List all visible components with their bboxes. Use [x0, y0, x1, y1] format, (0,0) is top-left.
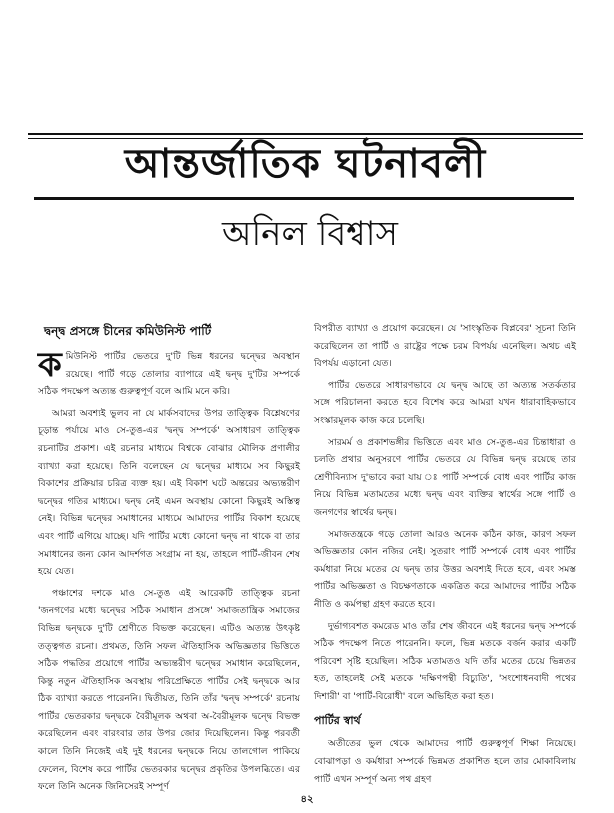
- paragraph: পার্টির ভেতরে সাধারণভাবে যে দ্বন্দ্ব আছে তা অত্যন্ত সতর্কতার সঙ্গে পরিচালনা করতে হবে বিশেষ করে আমরা যখন ধারাবাহিকভাবে সংস্কারমূলক কাজ করে চলেছি।: [314, 379, 576, 426]
- right-column: [314, 320, 576, 792]
- paragraph-text: মিউনিস্ট পার্টির ভেতরে দু'টি ভিন্ন ধরনের দ্বন্দ্বের অবস্থান রয়েছে। পার্টি গড়ে তোলার ব্যাপারে এই দ্বন্দ্ব দু'টির সম্পর্কে সঠিক পদক্ষেপ অত্যন্ত গুরুত্বপূর্ণ বলে আমি মনে করি।: [38, 351, 300, 398]
- paragraph: সমাজতন্ত্রকে গড়ে তোলা আরও অনেক কঠিন কাজ, কারণ সফল অভিজ্ঞতার কোন নজির নেই। সুতরাং পার্টি সম্পর্কে বোধ এবং পার্টির কর্মধারা নিয়ে মতের যে দ্বন্দ্ব তার উত্তর অবশ্যই দিতে হবে, এবং সমস্ত পার্টির অভিজ্ঞতা ও বিচক্ষণতাকে একত্রিত করে আমাদের পার্টির সঠিক নীতি ও কর্মপন্থা গ্রহণ করতে হবে।: [314, 528, 576, 610]
- paragraph: [38, 345, 300, 401]
- paragraph: দুর্ভাগ্যবশত কমরেড মাও তাঁর শেষ জীবনে এই ধরনের দ্বন্দ্ব সম্পর্কে সঠিক পদক্ষেপ নিতে পারেননি। ফলে, ভিন্ন মতকে বর্জন করার একটি পরিবেশ সৃষ্টি হয়েছিল। সঠিক মতামতও যদি তাঁর মতের চেয়ে ভিন্নতর হত, তাহলেই সেই মতকে 'দক্ষিণপন্থী বিচ্যুতি', 'সংশোধনবাদী পথের দিশারী' বা 'পার্টি-বিরোধী' বলে অভিহিত করা হত।: [314, 620, 576, 702]
- section-heading-contradiction: দ্বন্দ্ব প্রসঙ্গে চীনের কমিউনিস্ট পার্টি: [44, 324, 212, 338]
- drop-cap: ক: [38, 345, 62, 385]
- section-heading-party-interest: পার্টির স্বার্থ: [314, 714, 361, 728]
- top-double-rule: [28, 133, 583, 135]
- paragraph: পঞ্চাশের দশকে মাও সে-তুঙ এই আরেকটি তাত্ত্বিক রচনা 'জনগণের মধ্যে দ্বন্দ্বের সঠিক সমাধান প্রসঙ্গে' সমাজতান্ত্রিক সমাজের বিভিন্ন দ্বন্দ্বকে দু'টি শ্রেণীতে বিভক্ত করেছেন। এটিও অত্যন্ত উৎকৃষ্ট তত্ত্বগত রচনা। প্রথমত, তিনি সফল ঐতিহাসিক অভিজ্ঞতার ভিত্তিতে সঠিক পদ্ধতির প্রয়োগে পার্টির অভ্যন্তরীণ দ্বন্দ্বের সমাধান করেছিলেন, কিন্তু নতুন ঐতিহাসিক অবস্থায় পরিপ্রেক্ষিতে পার্টির সেই দ্বন্দ্বকে আর ঠিক ব্যাখ্যা করতে পারেননি। দ্বিতীয়ত, তিনি তাঁর 'দ্বন্দ্ব সম্পর্কে' রচনায় পার্টির ভেতরকার দ্বন্দ্বকে বৈরীমূলক অথবা অ-বৈরীমূলক দ্বন্দ্বে বিভক্ত করেছিলেন এবং বারংবার তার উপর জোর দিয়েছিলেন। কিন্তু পরবর্তী কালে তিনি নিজেই এই দুই ধরনের দ্বন্দ্বকে নিয়ে তালগোল পাকিয়ে ফেলেন, বিশেষ করে পার্টির ভেতরকার দ্বন্দ্বের প্রকৃতির উপলব্ধিতে। এর ফলে তিনি অনেক জিনিসেরই সম্পূর্ণ: [38, 587, 300, 793]
- paragraph: বিপরীত ব্যাখ্যা ও প্রয়োগ করেছেন। যে 'সাংস্কৃতিক বিপ্লবের' সূচনা তিনি করেছিলেন তা পার্টি ও রাষ্ট্রের পক্ষে চরম বিপর্যয় এনেছিল। অথচ এই বিপর্যয় এড়ানো যেত।: [314, 323, 576, 370]
- page-number: ৪২: [300, 794, 314, 805]
- article-title: আন্তর্জাতিক ঘটনাবলী: [124, 141, 487, 187]
- author-name: অনিল বিশ্বাস: [222, 214, 398, 254]
- paragraph: সারমর্ম ও প্রকাশভঙ্গীর ভিত্তিতে এবং মাও সে-তুঙ-এর চিন্তাধারা ও চলতি প্রথার অনুসরণে পার্টির ভেতরে যে বিভিন্ন দ্বন্দ্ব রয়েছে তার শ্রেণীবিন্যাস দু'ভাবে করা যায় ঃ পার্টি সম্পর্কে বোধ এবং পার্টির কাজ নিয়ে বিভিন্ন মতামতের মধ্যে দ্বন্দ্ব এবং ব্যক্তির স্বার্থের সঙ্গে পার্টি ও জনগণের স্বার্থের দ্বন্দ্ব।: [314, 436, 576, 518]
- title-underline: [34, 197, 574, 200]
- paragraph: অতীতের ভুল থেকে আমাদের পার্টি গুরুত্বপূর্ণ শিক্ষা নিয়েছে। বোঝাপড়া ও কর্মধারা সম্পর্কে ভিন্নমত প্রকাশিত হলে তার মোকাবিলায় পার্টি এখন সম্পূর্ণ অন্য পথ গ্রহণ: [314, 738, 576, 785]
- left-column: [38, 320, 300, 800]
- paragraph: আমরা অবশ্যই ভুলব না যে মার্কসবাদের উপর তাত্ত্বিক বিশ্লেষণের চূড়ান্ত পর্যায়ে মাও সে-তুঙ-এর 'দ্বন্দ্ব সম্পর্কে' অসাধারণ তাত্ত্বিক রচনাটির প্রকাশ। এই রচনার মাধ্যমে বিশ্বকে বোঝার মৌলিক প্রণালীর ব্যাখ্যা করা হয়েছে। তিনি বলেছেন যে দ্বন্দ্বের মাধ্যমে সব কিছুরই বিকাশের প্রক্রিয়ার চরিত্র ব্যক্ত হয়। এই বিকাশ ঘটে অন্তরের অভ্যন্তরীণ দ্বন্দ্বের গতির মাধ্যমে। দ্বন্দ্ব নেই এমন অবস্থায় কোনো কিছুরই অস্তিত্ব নেই। বিভিন্ন দ্বন্দ্বের সমাধানের মাধ্যমে আমাদের পার্টির বিকাশ হয়েছে এবং পার্টি এগিয়ে যাচ্ছে। যদি পার্টির মধ্যে কোনো দ্বন্দ্ব না থাকে বা তার সমাধানের জন্য কোন আদর্শগত সংগ্রাম না হয়, তাহলে পার্টি-জীবন শেষ হয়ে যেত।: [38, 407, 300, 578]
